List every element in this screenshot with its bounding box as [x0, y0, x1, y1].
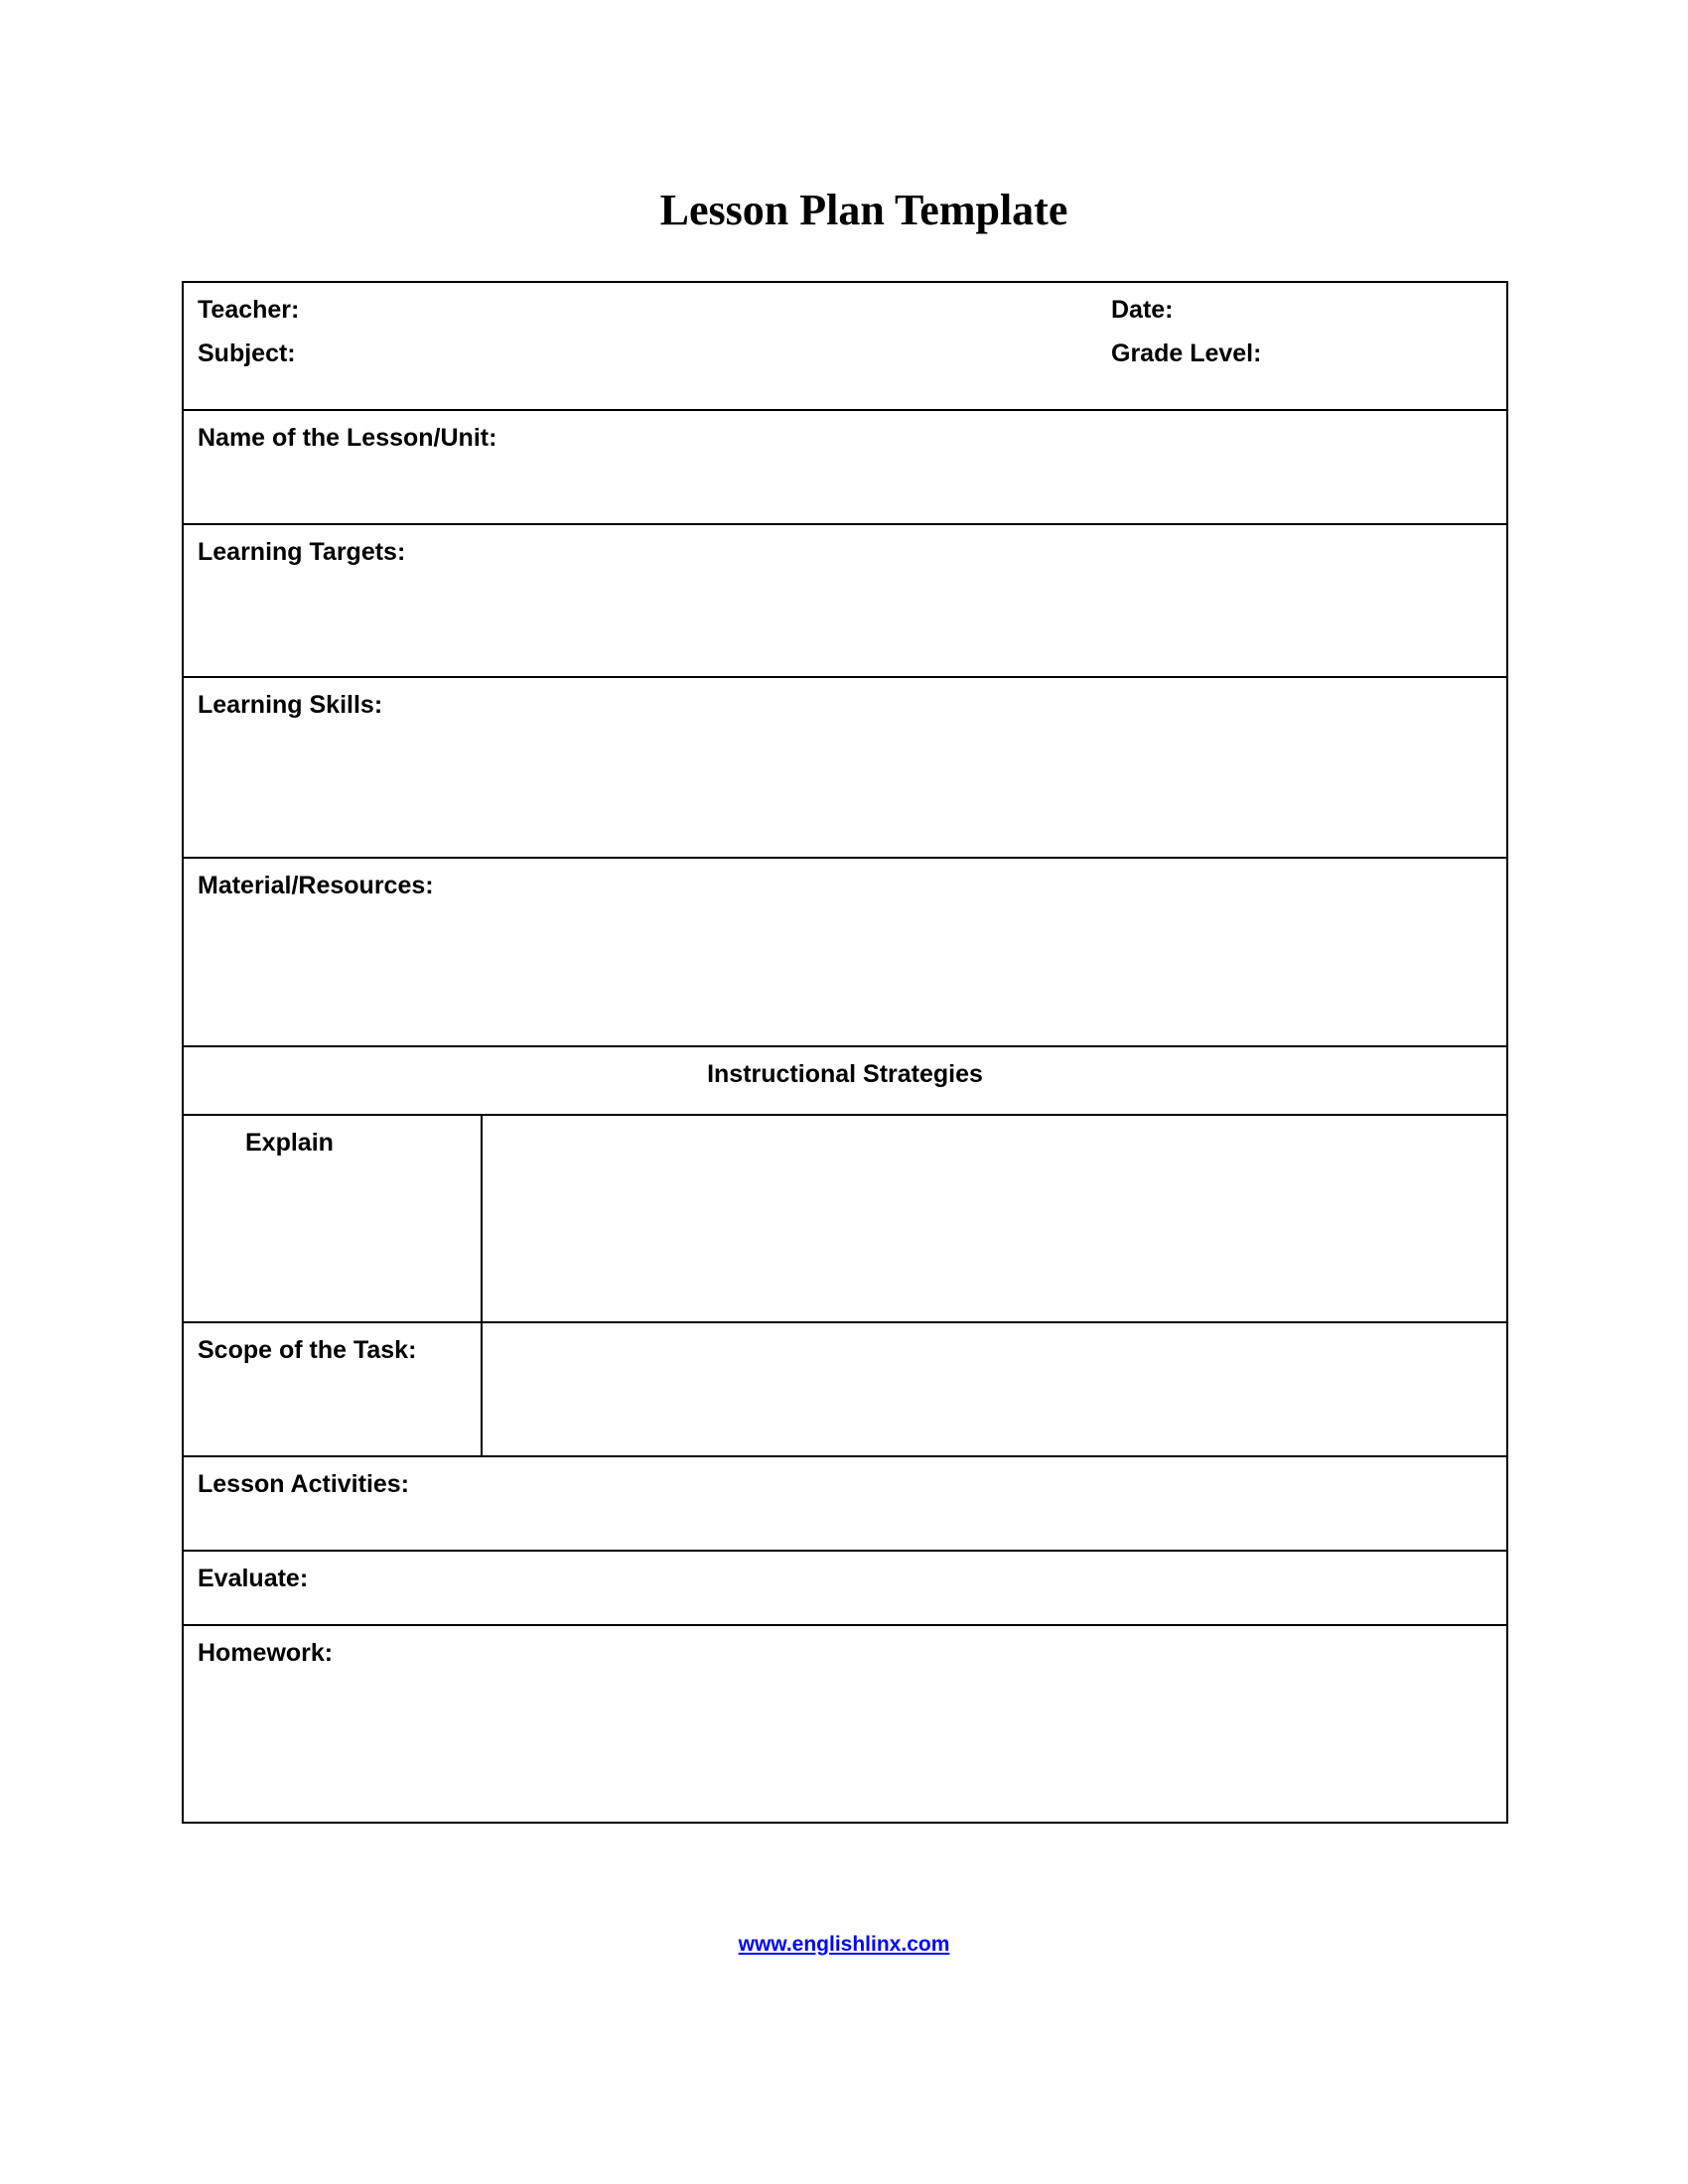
explain-label: Explain [245, 1129, 334, 1157]
subject-label: Subject: [198, 340, 296, 367]
material-resources-label: Material/Resources: [198, 872, 434, 899]
table-row [183, 858, 1507, 1046]
material-resources-cell[interactable] [183, 858, 1507, 1046]
table-row [183, 1046, 1507, 1115]
footer [0, 1932, 1688, 1958]
lesson-name-label: Name of the Lesson/Unit: [198, 424, 497, 452]
instructional-strategies-header-cell [183, 1046, 1507, 1115]
lesson-plan-table [182, 281, 1508, 1824]
teacher-date-line [198, 295, 1506, 339]
table-row [183, 282, 1507, 410]
lesson-activities-label: Lesson Activities: [198, 1470, 410, 1498]
englishlinx-website-link[interactable]: www.englishlinx.com [738, 1933, 950, 1956]
date-label: Date: [1111, 296, 1174, 324]
evaluate-cell[interactable] [183, 1551, 1507, 1625]
lesson-name-cell[interactable] [183, 410, 1507, 524]
learning-skills-label: Learning Skills: [198, 691, 383, 719]
scope-of-task-label-cell [183, 1322, 482, 1456]
explain-input-cell[interactable] [482, 1115, 1507, 1322]
table-row [183, 1456, 1507, 1551]
teacher-label: Teacher: [198, 296, 300, 324]
lesson-activities-cell[interactable] [183, 1456, 1507, 1551]
page-title: Lesson Plan Template [659, 186, 1068, 234]
homework-label: Homework: [198, 1639, 334, 1667]
evaluate-label: Evaluate: [198, 1565, 309, 1592]
learning-targets-label: Learning Targets: [198, 538, 406, 566]
scope-of-task-input-cell[interactable] [482, 1322, 1507, 1456]
instructional-strategies-label: Instructional Strategies [707, 1060, 983, 1088]
learning-skills-cell[interactable] [183, 677, 1507, 858]
table-row [183, 1322, 1507, 1456]
learning-targets-cell[interactable] [183, 524, 1507, 677]
table-row [183, 410, 1507, 524]
table-row [183, 677, 1507, 858]
teacher-info-cell [183, 282, 1507, 410]
table-row [183, 1625, 1507, 1823]
table-row [183, 524, 1507, 677]
homework-cell[interactable] [183, 1625, 1507, 1823]
explain-label-cell [183, 1115, 482, 1322]
subject-grade-line [198, 339, 1506, 382]
scope-of-task-label: Scope of the Task: [198, 1336, 417, 1364]
grade-level-label: Grade Level: [1111, 340, 1262, 367]
table-row [183, 1115, 1507, 1322]
table-row [183, 1551, 1507, 1625]
